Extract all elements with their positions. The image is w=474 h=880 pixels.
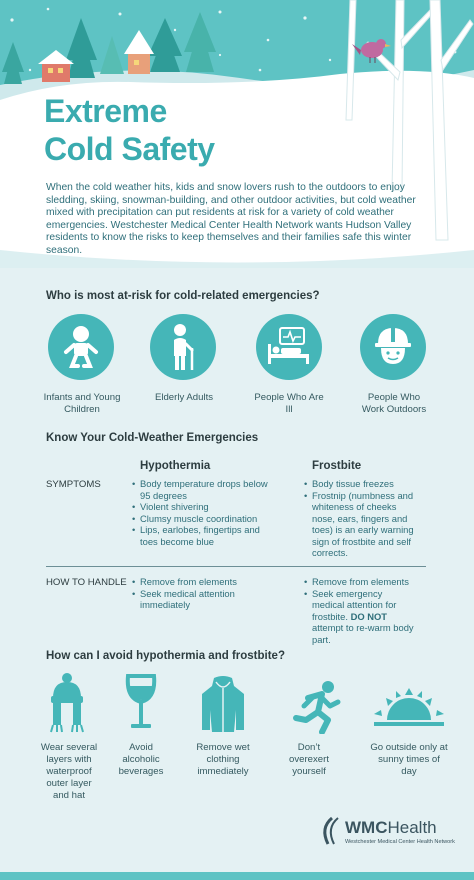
list-item: • Remove from elements (304, 576, 416, 588)
list-item: • Violent shivering (132, 501, 272, 513)
logo-name-rest: Health (387, 818, 437, 837)
bottom-bar (0, 872, 474, 880)
list-item: • Lips, earlobes, fingertips and toes become blue (132, 524, 272, 547)
group-label-ill: People Who Are Ill (254, 392, 324, 415)
sun-icon (372, 686, 446, 728)
wine-glass-icon (124, 672, 158, 734)
hero-banner (0, 0, 474, 268)
page-title (44, 92, 215, 168)
avoid-heading: How can I avoid hypothermia and frostbite? (46, 650, 285, 662)
winter-hat-icon (48, 672, 86, 734)
list-item: • Clumsy muscle coordination (132, 513, 272, 525)
group-label-outdoor-workers: People Who Work Outdoors (361, 392, 427, 415)
logo-name (345, 818, 437, 838)
tip-label-overexert: Don’t overexert yourself (289, 742, 329, 777)
divider (46, 566, 426, 567)
symptoms-label: SYMPTOMS (46, 479, 101, 490)
do-not-warning: DO NOT (350, 610, 388, 622)
logo-name-bold: WMC (345, 818, 388, 837)
tip-label-layers: Wear several layers with waterproof outer layer and hat (40, 742, 98, 801)
tip-label-sunny-times: Go outside only at sunny times of day (370, 742, 448, 777)
elderly-adult-icon (150, 314, 216, 380)
hospital-bed-icon (256, 314, 322, 380)
hypothermia-heading: Hypothermia (140, 460, 211, 472)
emergencies-heading: Know Your Cold-Weather Emergencies (46, 432, 259, 444)
list-item: • Body tissue freezes (304, 478, 416, 490)
list-item: • Frostnip (numbness and whiteness of cheeks nose, ears, fingers and toes) is an early warning sign of frostbite and self corrects. (304, 490, 416, 559)
list-item: • Remove from elements (132, 576, 272, 588)
tip-label-wet-clothing: Remove wet clothing immediately (196, 742, 250, 777)
at-risk-heading: Who is most at-risk for cold-related emergencies? (46, 290, 320, 302)
how-to-handle-label: HOW TO HANDLE (46, 577, 127, 588)
hypothermia-handling-list (132, 576, 272, 611)
intro-paragraph: When the cold weather hits, kids and snow lovers rush to the outdoors to enjoy sledding, skiing, snowman-building, and other outdoor activities, but cold weather mixed with precipitation can put residents at risk for a variety of cold weather emergencies. Westchester Medical Center Health Network wants Hudson Valley residents to know the risks to keep themselves and their families safe this winter season. (46, 182, 416, 256)
hard-hat-worker-icon (360, 314, 426, 380)
jacket-icon (198, 676, 248, 734)
frostbite-handle-text-end: attempt to re-warm body part. (312, 622, 414, 645)
list-item: • Body temperature drops below 95 degrees (132, 478, 272, 501)
tip-label-alcohol: Avoid alcoholic beverages (118, 742, 164, 777)
frostbite-handling-list (304, 576, 416, 645)
frostbite-handle-text: Seek emergency medical attention for frostbite. (312, 587, 397, 622)
running-person-icon (292, 680, 344, 734)
infant-icon (48, 314, 114, 380)
group-label-elderly: Elderly Adults (154, 392, 214, 403)
frostbite-symptoms-list (304, 478, 416, 559)
frostbite-heading: Frostbite (312, 460, 362, 472)
list-item (304, 588, 416, 646)
group-label-infants: Infants and Young Children (43, 392, 121, 415)
list-item: • Seek medical attention immediately (132, 588, 272, 611)
title-line-1: Extreme (44, 93, 167, 129)
hypothermia-symptoms-list (132, 478, 272, 547)
logo-subtitle: Westchester Medical Center Health Network (345, 839, 455, 845)
title-line-2: Cold Safety (44, 131, 215, 167)
